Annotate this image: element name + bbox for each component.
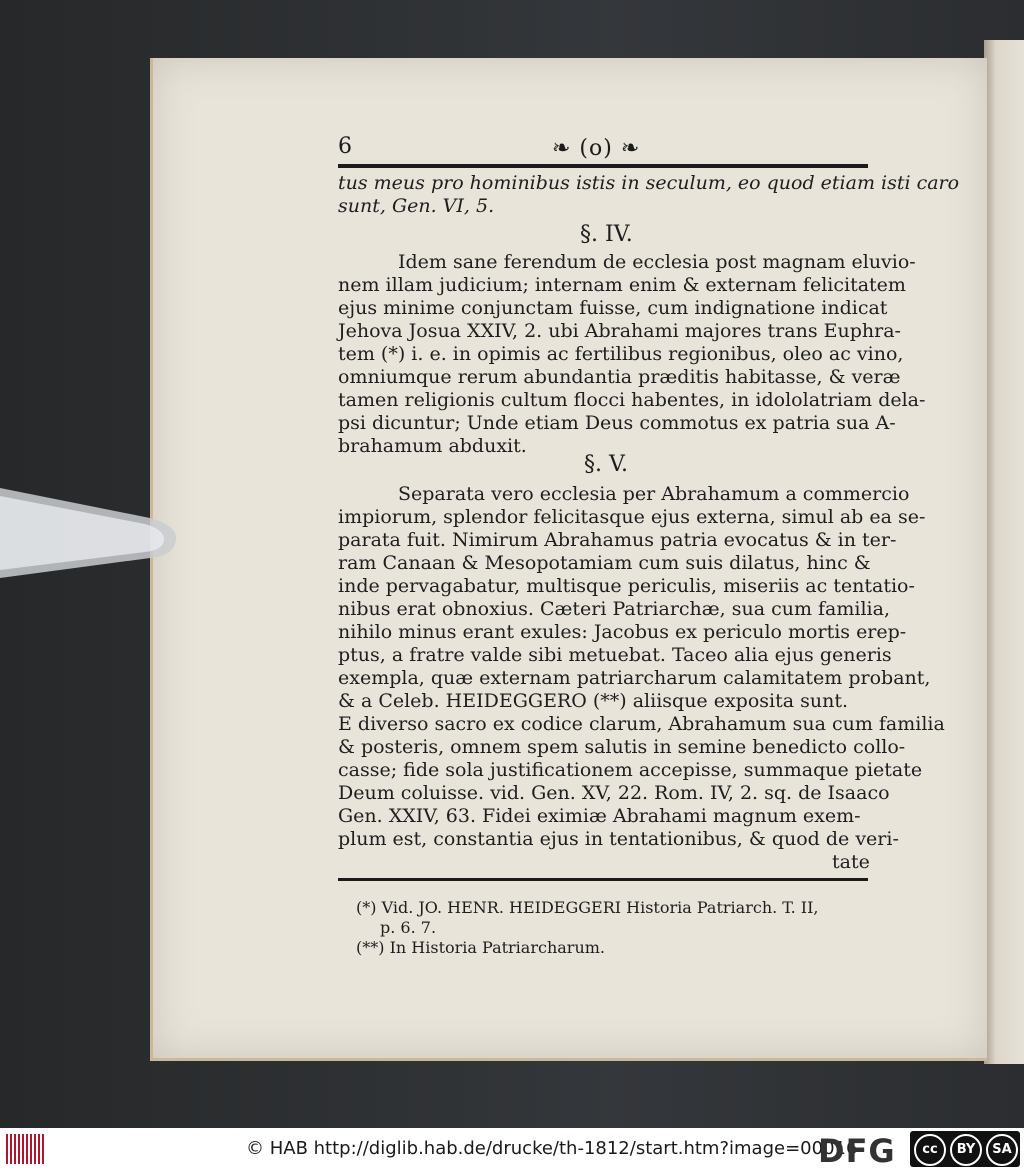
text-line: tamen religionis cultum flocci habentes, in idololatriam dela- <box>338 389 926 411</box>
text-line: ptus, a fratre valde sibi metuebat. Taceo alia ejus generis <box>338 644 892 666</box>
text-line: inde pervagabatur, multisque periculis, miseriis ac tentatio- <box>338 575 915 597</box>
text-line: impiorum, splendor felicitasque ejus externa, simul ab ea se- <box>338 506 926 528</box>
text-line: sunt, Gen. VI, 5. <box>338 195 495 217</box>
text-line: Jehova Josua XXIV, 2. ubi Abrahami majores trans Euphra- <box>338 320 901 342</box>
header-rule <box>338 164 868 168</box>
text-line: plum est, constantia ejus in tentationibus, & quod de veri- <box>338 828 899 850</box>
sa-icon: SA <box>986 1134 1018 1166</box>
text-line: ram Canaan & Mesopotamiam cum suis dilatus, hinc & <box>338 552 871 574</box>
text-line: brahamum abduxit. <box>338 435 527 457</box>
text-line: nibus erat obnoxius. Cæteri Patriarchæ, sua cum familia, <box>338 598 890 620</box>
text-line: Idem sane ferendum de ecclesia post magnam eluvio- <box>398 251 916 273</box>
text-line: nihilo minus erant exules: Jacobus ex periculo mortis erep- <box>338 621 907 643</box>
text-line: Gen. XXIV, 63. Fidei eximiæ Abrahami magnum exem- <box>338 805 861 827</box>
cc-icon: cc <box>914 1134 946 1166</box>
source-credit-link[interactable]: © HAB http://diglib.hab.de/drucke/th-1812/start.htm?image=00016 <box>246 1138 858 1159</box>
footnote: (**) In Historia Patriarcharum. <box>356 938 605 957</box>
text-line: ejus minime conjunctam fuisse, cum indignatione indicat <box>338 297 888 319</box>
footer-bar <box>0 1128 1024 1170</box>
text-line: Deum coluisse. vid. Gen. XV, 22. Rom. IV, 2. sq. de Isaaco <box>338 782 890 804</box>
catchword: tate <box>832 851 870 873</box>
cc-license-badge[interactable] <box>910 1131 1020 1167</box>
page-header <box>338 134 868 168</box>
text-line: tus meus pro hominibus istis in seculum, eo quod etiam isti caro <box>338 172 960 194</box>
footnote: (*) Vid. JO. HENR. HEIDEGGERI Historia Patriarch. T. II, <box>356 898 819 917</box>
by-icon: BY <box>950 1134 982 1166</box>
dfg-logo: DFG <box>818 1132 896 1170</box>
hab-logo-icon <box>6 1134 46 1164</box>
page-clip <box>0 478 180 588</box>
section-heading: §. IV. <box>580 222 633 247</box>
text-line: tem (*) i. e. in opimis ac fertilibus regionibus, oleo ac vino, <box>338 343 904 365</box>
text-line: psi dicuntur; Unde etiam Deus commotus ex patria sua A- <box>338 412 896 434</box>
page-number: 6 <box>338 134 352 159</box>
text-line: exempla, quæ externam patriarcharum calamitatem probant, <box>338 667 931 689</box>
text-line: parata fuit. Nimirum Abrahamus patria evocatus & in ter- <box>338 529 897 551</box>
footnote-rule <box>338 878 868 881</box>
text-line: E diverso sacro ex codice clarum, Abrahamum sua cum familia <box>338 713 945 735</box>
text-line: omniumque rerum abundantia præditis habitasse, & veræ <box>338 366 901 388</box>
text-line: nem illam judicium; internam enim & externam felicitatem <box>338 274 906 296</box>
footnote: p. 6. 7. <box>380 918 437 937</box>
facing-page-edge <box>984 40 1024 1064</box>
text-line: & a Celeb. HEIDEGGERO (**) aliisque exposita sunt. <box>338 690 849 712</box>
text-line: casse; fide sola justificationem accepisse, summaque pietate <box>338 759 923 781</box>
text-line: Separata vero ecclesia per Abrahamum a commercio <box>398 483 910 505</box>
text-line: & posteris, omnem spem salutis in semine benedicto collo- <box>338 736 906 758</box>
section-heading: §. V. <box>584 452 629 477</box>
header-ornament: ❧ (o) ❧ <box>552 136 641 161</box>
